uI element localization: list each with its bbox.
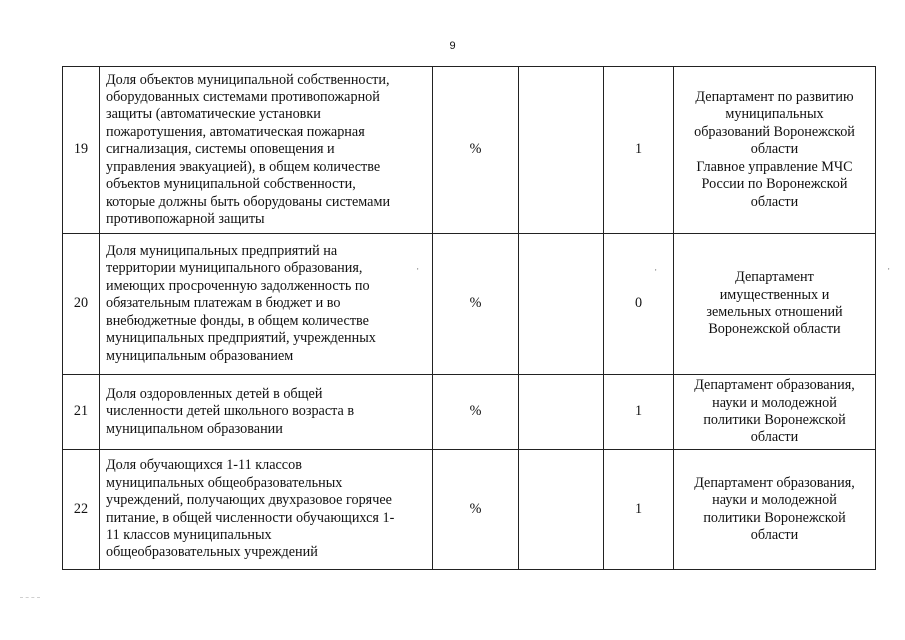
text-line: Департамент образования, — [694, 377, 855, 394]
text-line: имеющих просроченную задолженность по — [106, 277, 370, 294]
text-line: 11 классов муниципальных — [106, 526, 272, 543]
text-line: Департамент образования, — [694, 474, 855, 491]
text-line: учреждений, получающих двухразовое горячее — [106, 492, 392, 509]
text-line: Доля оздоровленных детей в общей — [106, 385, 323, 402]
text-line: противопожарной защиты — [106, 210, 265, 227]
scan-edge-mark — [20, 597, 40, 598]
value-cell: 0 — [604, 234, 674, 375]
text-line: области — [750, 141, 799, 158]
responsible-department — [674, 375, 876, 450]
text-line: области — [750, 193, 799, 210]
text-line: муниципальных предприятий, учрежденных — [106, 330, 376, 347]
text-line: пожаротушения, автоматическая пожарная — [106, 123, 365, 140]
indicator-description — [100, 450, 433, 570]
text-line: Доля объектов муниципальной собственности, — [106, 71, 390, 88]
table-row — [63, 67, 876, 234]
text-line: науки и молодежной — [712, 492, 837, 509]
scan-speck: ' — [417, 267, 419, 276]
scan-speck: ' — [655, 268, 657, 277]
indicators-table — [62, 66, 876, 570]
text-line: земельных отношений — [706, 304, 843, 320]
table-row — [63, 450, 876, 570]
value-cell: 1 — [604, 450, 674, 570]
text-line: имущественных и — [719, 286, 830, 303]
text-line: муниципальных общеобразовательных — [106, 474, 343, 491]
table-row — [63, 375, 876, 450]
text-line: политики Воронежской — [703, 412, 846, 428]
text-line: внебюджетные фонды, в общем количестве — [106, 312, 369, 329]
indicator-description — [100, 67, 433, 234]
empty-cell — [519, 67, 604, 234]
value-cell: 1 — [604, 375, 674, 450]
text-line: Департамент по развитию — [695, 89, 854, 106]
text-line: образований Воронежской — [694, 123, 855, 140]
text-line: политики Воронежской — [703, 509, 846, 526]
row-number: 22 — [63, 450, 100, 570]
text-line: оборудованных системами противопожарной — [106, 89, 380, 106]
text-line: питание, в общей численности обучающихся 1- — [106, 509, 395, 526]
text-line: численности детей школьного возраста в — [106, 403, 355, 420]
text-line: защиты (автоматические установки — [106, 106, 321, 123]
row-number: 21 — [63, 375, 100, 450]
text-line: территории муниципального образования, — [106, 260, 363, 277]
table-row — [63, 234, 876, 375]
row-number: 20 — [63, 234, 100, 375]
text-line: науки и молодежной — [712, 394, 837, 411]
text-line: объектов муниципальной собственности, — [106, 176, 356, 193]
text-line: обязательным платежам в бюджет и во — [106, 295, 341, 312]
text-line: области — [750, 429, 799, 446]
text-line: Департамент — [735, 269, 814, 286]
text-line: области — [750, 526, 799, 543]
text-line: муниципальным образованием — [106, 347, 294, 364]
text-line: Доля муниципальных предприятий на — [106, 243, 338, 260]
value-cell: 1 — [604, 67, 674, 234]
text-line: Доля обучающихся 1-11 классов — [106, 457, 302, 474]
indicator-description — [100, 375, 433, 450]
text-line: общеобразовательных учреждений — [106, 544, 318, 561]
text-line: России по Воронежской — [701, 176, 848, 193]
responsible-department — [674, 67, 876, 234]
unit-cell: % — [433, 234, 519, 375]
empty-cell — [519, 375, 604, 450]
text-line: Главное управление МЧС — [696, 158, 853, 175]
scan-speck: ' — [888, 267, 890, 276]
text-line: муниципальных — [725, 106, 824, 123]
responsible-department — [674, 234, 876, 375]
unit-cell: % — [433, 450, 519, 570]
text-line: которые должны быть оборудованы системами — [106, 193, 391, 210]
text-line: Воронежской области — [708, 321, 841, 338]
empty-cell — [519, 450, 604, 570]
text-line: управления эвакуацией), в общем количестве — [106, 158, 381, 175]
page-number: 9 — [449, 40, 456, 52]
responsible-department — [674, 450, 876, 570]
text-line: муниципальном образовании — [106, 420, 283, 437]
row-number: 19 — [63, 67, 100, 234]
unit-cell: % — [433, 375, 519, 450]
text-line: сигнализация, системы оповещения и — [106, 141, 335, 158]
indicator-description — [100, 234, 433, 375]
unit-cell: % — [433, 67, 519, 234]
empty-cell — [519, 234, 604, 375]
